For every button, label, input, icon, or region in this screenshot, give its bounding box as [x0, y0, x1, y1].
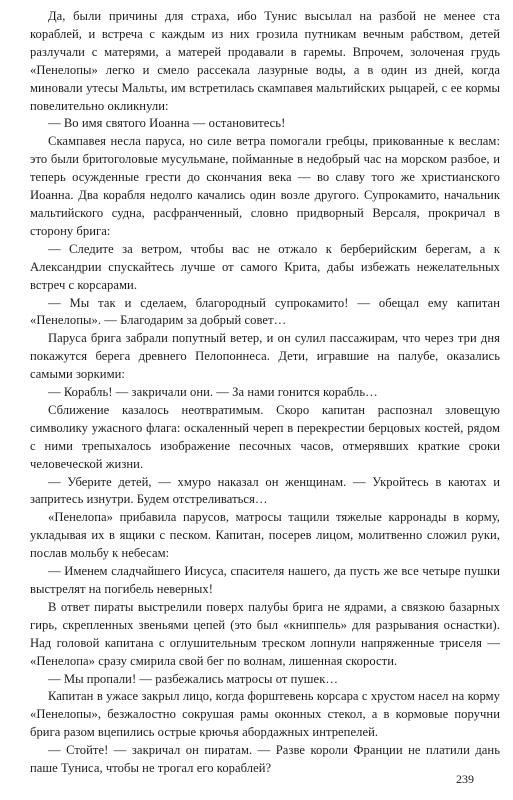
paragraph: — Уберите детей, — хмуро наказал он женщинам. — Укройтесь в каютах и запритесь изнутри. Будем отстреливаться… [30, 474, 500, 507]
paragraph: — Корабль! — закричали они. — За нами гонится корабль… [48, 385, 378, 400]
paragraph: — Именем сладчайшего Иисуса, спасителя нашего, да пусть же все четыре пушки выстрелят на погибель неверных! [30, 564, 500, 596]
paragraph: — Во имя святого Иоанна — остановитесь! [48, 116, 286, 131]
page-number: 239 [456, 772, 474, 786]
paragraph: — Следите за ветром, чтобы вас не отжало к берберийским берегам, а к Александрии спускайтесь лучше от самого Крита, дабы избежать нежелательных встреч с корсарами. [30, 241, 500, 292]
paragraph: Паруса брига забрали попутный ветер, и он сулил пассажирам, что через три дня покажутся берега древнего Пелопоннеса. Дети, игравшие на палубе, оказались самыми зоркими: [30, 331, 500, 382]
paragraph: — Мы так и сделаем, благородный супрокамито! — обещал ему капитан «Пенелопы». — Благодарим за добрый совет… [30, 295, 500, 328]
paragraph: — Стойте! — закричал он пиратам. — Разве короли Франции не платили дань паше Туниса, чтобы не трогал его кораблей? [30, 743, 500, 776]
paragraph: Сближение казалось неотвратимым. Скоро капитан распознал зловещую символику ужасного флага: оскаленный череп в перекрестии берцовых костей, рядом с ними трепыхалось изображение песочных часов, отмерявших краткие сроки человеческой жизни. [30, 402, 500, 471]
paragraph: «Пенелопа» прибавила парусов, матросы тащили тяжелые карронады в корму, укладывая их в ящики с песком. Капитан, посерев лицом, молитвенно сложил руки, послав мольбу к небесам: [30, 510, 500, 561]
paragraph: Капитан в ужасе закрыл лицо, когда форштевень корсара с хрустом насел на корму «Пенелопы», безжалостно сокрушая рамы оконных стекол, а в кормовые поручни брига разом вцепились острые крючья абордажных интрепелей. [30, 689, 500, 740]
paragraph: Скампавея несла паруса, но силе ветра помогали гребцы, прикованные к веслам: это были бритоголовые мусульмане, пойманные в недобрый час на морском разбое, и теперь осужденные грести до скончания века — во славу того же христианского Иоанна. Два корабля недолго качались один возле другого. Супрокамито, начальник мальтийского судна, расфранченный, словно придворный Версаля, прокричал в сторону брига: [30, 134, 500, 238]
paragraph: Да, были причины для страха, ибо Тунис высылал на разбой не менее ста кораблей, и встреча с каждым из них грозила путникам вечным рабством, детей разлучали с матерями, а матерей продавали в гаремы. Впрочем, золоченая грудь «Пенелопы» легко и смело рассекала лазурные воды, а в один из дней, когда миновали утесы Мальты, им встретилась скампавея мальтийских рыцарей, с ее кормы повелительно окликнули: [30, 9, 500, 113]
paragraph: В ответ пираты выстрелили поверх палубы брига не ядрами, а связкою базарных гирь, скрепленных звеньями цепей (это был «книппель» для разрывания оснастки). Над головой капитана с оглушительным треском лопнули напряженные триселя — «Пенелопа» сразу смирила свой бег по волнам, лишенная скорости. [30, 599, 500, 668]
book-page [30, 8, 500, 776]
paragraph: — Мы пропали! — разбежались матросы от пушек… [48, 671, 339, 686]
